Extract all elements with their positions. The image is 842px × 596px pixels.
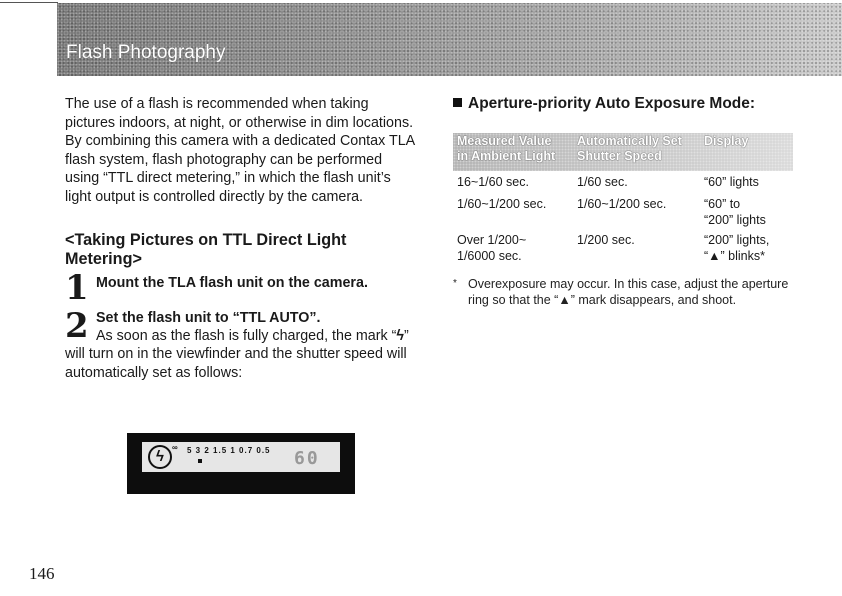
table-cell: 1/60~1/200 sec. — [457, 197, 547, 211]
table-cell: 1/200 sec. — [577, 233, 635, 247]
table-header-cell: Display — [704, 134, 749, 148]
footnote — [453, 276, 793, 308]
table-row — [453, 196, 793, 232]
infinity-mark: ∞ — [172, 443, 178, 452]
table-cell: 1/60 sec. — [577, 175, 628, 189]
title-banner — [57, 3, 842, 76]
table-header — [453, 133, 793, 171]
footnote-text: Overexposure may occur. In this case, adjust the aperture ring so that the “▲” mark disappears, and shoot. — [468, 277, 789, 307]
step-title: Set the flash unit to “TTL AUTO”. — [96, 309, 321, 326]
step-2 — [65, 305, 420, 383]
footnote-marker: * — [453, 278, 457, 289]
top-rule — [0, 2, 58, 3]
viewfinder-display — [127, 433, 355, 494]
shutter-speed-table — [453, 133, 793, 268]
table-cell: “60” to “200” lights — [704, 197, 766, 227]
left-column — [65, 95, 420, 382]
step-number: 2 — [65, 305, 89, 346]
table-cell: “200” lights, “▲” blinks* — [704, 233, 770, 263]
page-title: Flash Photography — [66, 42, 226, 63]
table-cell: 1/60~1/200 sec. — [577, 197, 667, 211]
viewfinder-readout — [142, 442, 340, 472]
distance-scale: 5 3 2 1.5 1 0.7 0.5 — [187, 446, 271, 455]
intro-paragraph: The use of a flash is recommended when taking pictures indoors, at night, or otherwise in dim locations. By combining this camera with a dedicated Contax TLA flash system, flash photography can be performed using “TTL direct metering,” in which the flash unit’s light output is controlled directly by the camera. — [65, 96, 415, 205]
table-cell: Over 1/200~ 1/6000 sec. — [457, 233, 527, 263]
step-1 — [65, 267, 420, 308]
step-body-text: As soon as the flash is fully charged, the mark “ — [96, 327, 397, 344]
scale-marker — [198, 459, 202, 463]
table-cell: 16~1/60 sec. — [457, 175, 529, 189]
flash-ready-icon: ϟ — [148, 445, 172, 469]
table-header-cell: Measured Value in Ambient Light — [457, 134, 556, 163]
bullet-square-icon — [453, 98, 462, 107]
step-body-text: ” will turn on in the viewfinder and the shutter speed will automatically set as follows: — [65, 327, 409, 381]
table-header-cell: Automatically Set Shutter Speed — [577, 134, 682, 163]
shutter-speed-readout: 60 — [294, 448, 320, 469]
step-title: Mount the TLA flash unit on the camera. — [96, 274, 368, 291]
mode-title — [453, 95, 793, 113]
step-number: 1 — [65, 267, 89, 308]
section-title: <Taking Pictures on TTL Direct Light Metering> — [65, 230, 347, 268]
table-row — [453, 174, 793, 196]
flash-mark-icon: ϟ — [396, 327, 404, 344]
page-number: 146 — [29, 564, 55, 583]
mode-title-text: Aperture-priority Auto Exposure Mode: — [468, 95, 756, 112]
right-column — [453, 95, 793, 113]
table-row — [453, 232, 793, 268]
table-cell: “60” lights — [704, 175, 759, 189]
step-body — [65, 327, 420, 383]
